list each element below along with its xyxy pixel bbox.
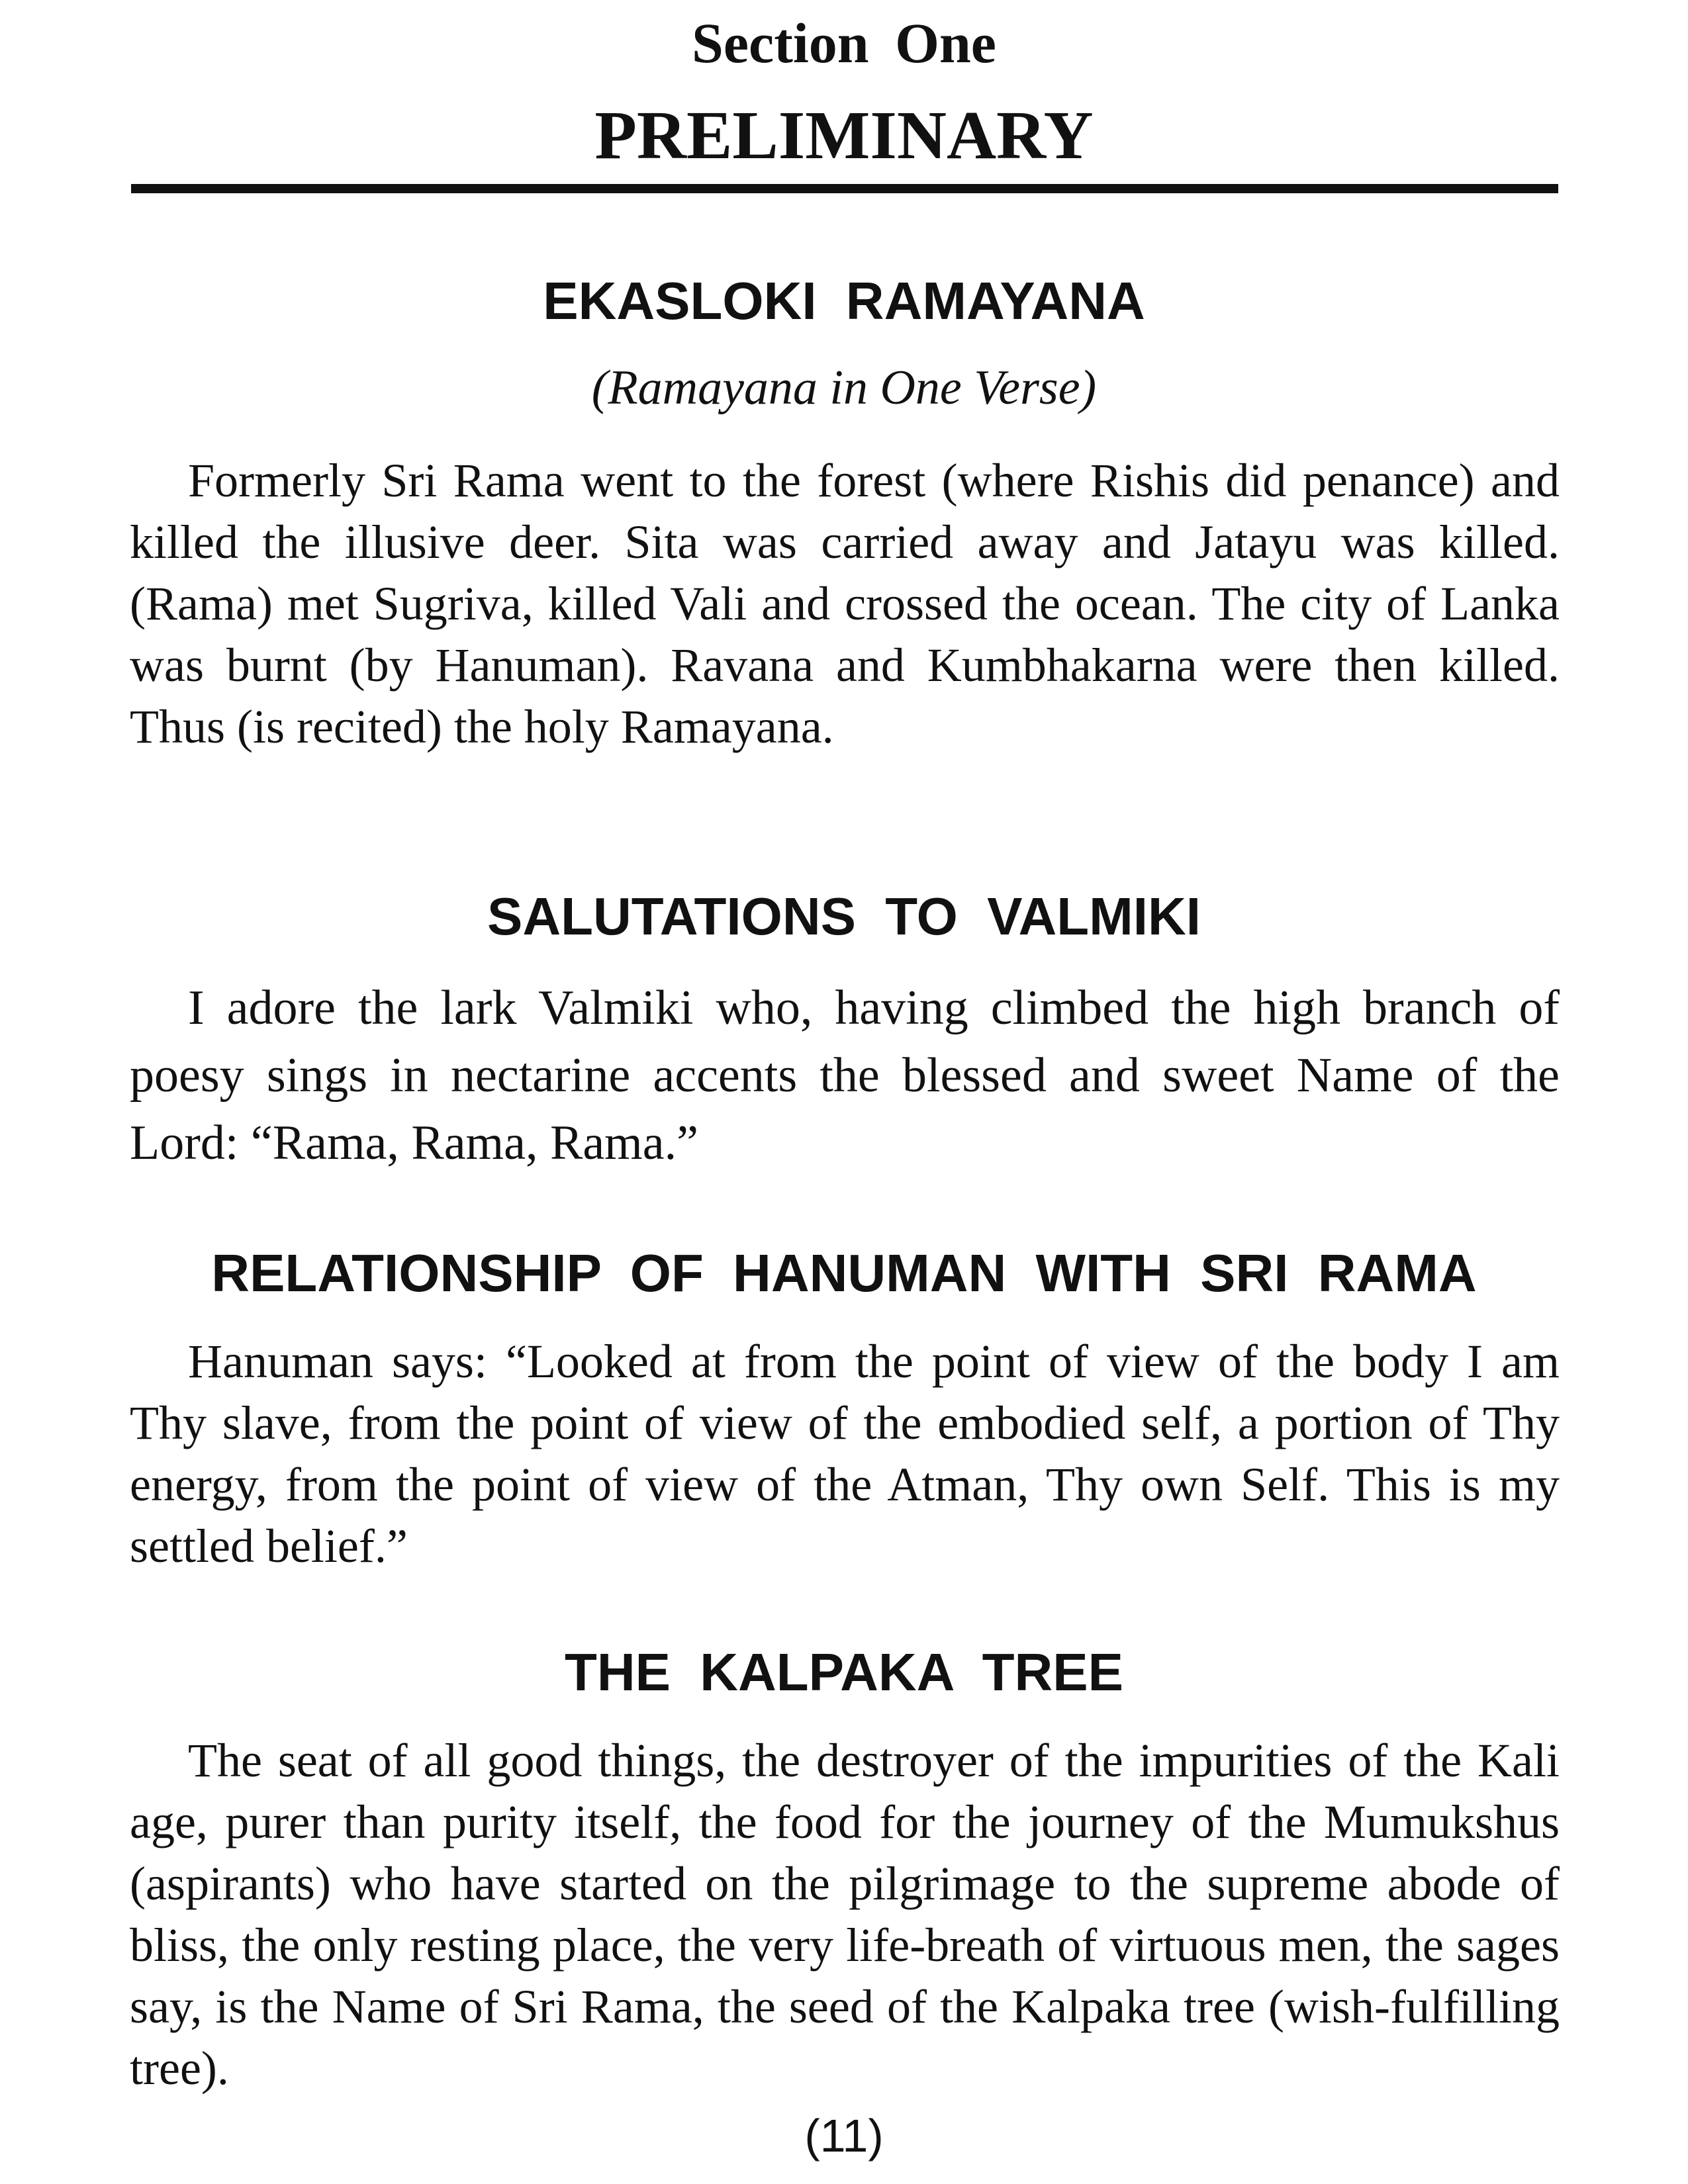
- paragraph-the-kalpaka-tree: The seat of all good things, the destroyer of the impurities of the Kali age, purer than purity itself, the food for the journey of the Mumukshus (aspirants) who have started on the pilgrimage to the supreme abode of bliss, the only resting place, the very life-breath of virtuous men, the sages say, is the Name of Sri Rama, the seed of the Kalpaka tree (wish-fulfilling tree).: [130, 1734, 1560, 2095]
- header-rule: [131, 184, 1558, 193]
- page-number: (11): [804, 2110, 884, 2161]
- heading-salutations-to-valmiki: SALUTATIONS TO VALMIKI: [487, 887, 1201, 946]
- paragraph-ekasloki-ramayana: Formerly Sri Rama went to the forest (where Rishis did penance) and killed the illusive deer. Sita was carried away and Jatayu was killed. (Rama) met Sugriva, killed Vali and crossed the ocean. The city of Lanka was burnt (by Hanuman). Ravana and Kumbhakarna were then killed. Thus (is recited) the holy Ramayana.: [130, 454, 1560, 753]
- paragraph-relationship-of-hanuman: Hanuman says: “Looked at from the point of view of the body I am Thy slave, from the point of view of the embodied self, a portion of Thy energy, from the point of view of the Atman, Thy own Self. This is my settled belief.”: [130, 1335, 1560, 1572]
- heading-ekasloki-ramayana: EKASLOKI RAMAYANA: [543, 271, 1145, 330]
- subheading-ramayana-in-one-verse: (Ramayana in One Verse): [591, 361, 1097, 415]
- heading-relationship-of-hanuman: RELATIONSHIP OF HANUMAN WITH SRI RAMA: [211, 1244, 1477, 1302]
- paragraph-salutations-to-valmiki: I adore the lark Valmiki who, having climbed the high branch of poesy sings in nectarine accents the blessed and sweet Name of the Lord: “Rama, Rama, Rama.”: [130, 981, 1560, 1170]
- heading-the-kalpaka-tree: THE KALPAKA TREE: [565, 1643, 1123, 1702]
- section-label: Section One: [692, 11, 996, 75]
- section-title: PRELIMINARY: [594, 97, 1094, 173]
